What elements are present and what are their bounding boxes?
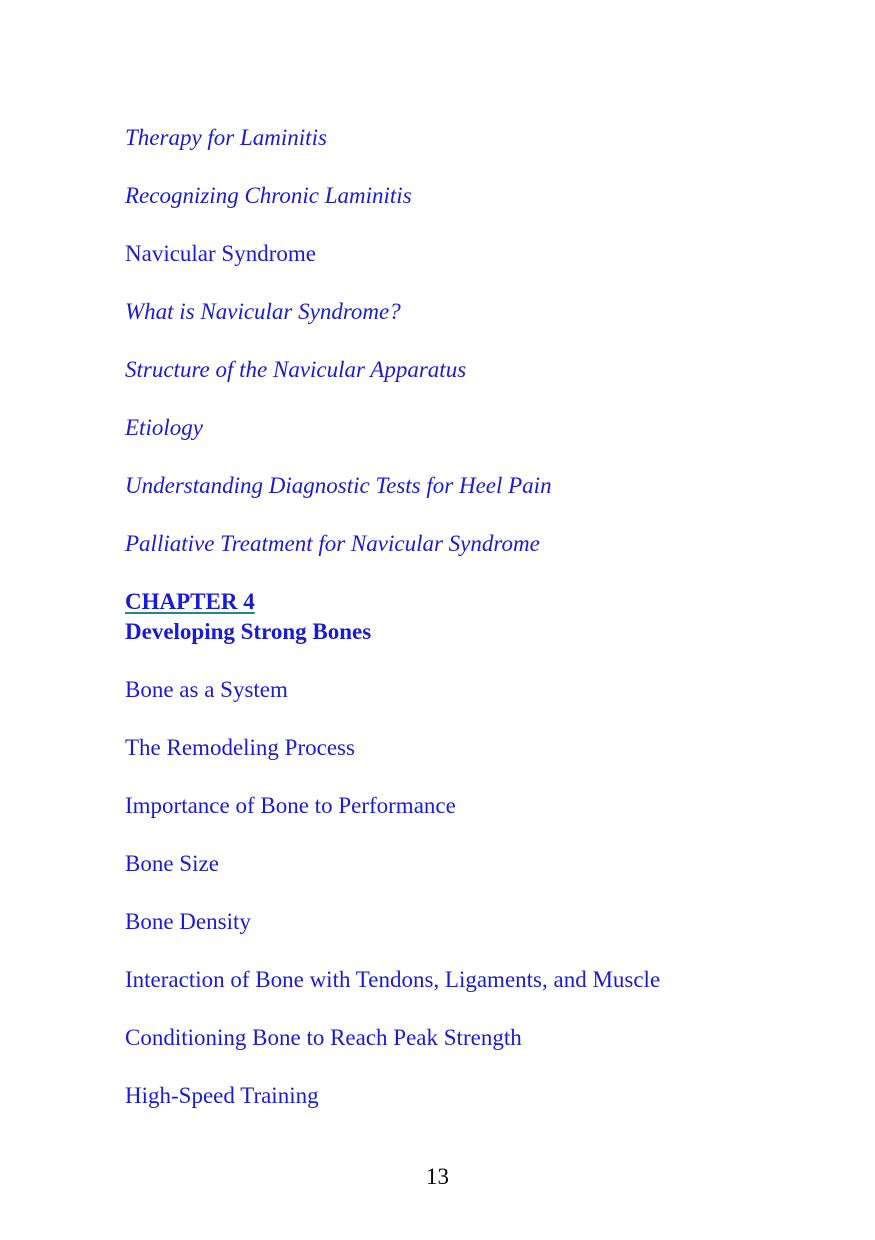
chapter-title[interactable]: Developing Strong Bones bbox=[125, 619, 372, 644]
toc-entry-therapy-for-laminitis[interactable]: Therapy for Laminitis bbox=[125, 125, 327, 150]
toc-entry-what-is-navicular-syndrome[interactable]: What is Navicular Syndrome? bbox=[125, 299, 401, 324]
toc-entry-palliative-treatment[interactable]: Palliative Treatment for Navicular Syndrome bbox=[125, 531, 540, 556]
chapter-label-link[interactable]: CHAPTER 4 bbox=[125, 589, 255, 614]
toc-entry-bone-as-a-system[interactable]: Bone as a System bbox=[125, 677, 288, 702]
toc-entry-bone-density[interactable]: Bone Density bbox=[125, 909, 251, 934]
page-number: 13 bbox=[426, 1164, 449, 1189]
toc-entry-bone-size[interactable]: Bone Size bbox=[125, 851, 219, 876]
toc-entry-high-speed-training[interactable]: High-Speed Training bbox=[125, 1083, 319, 1108]
toc-entry-understanding-diagnostic-tests[interactable]: Understanding Diagnostic Tests for Heel Pain bbox=[125, 473, 552, 498]
toc-entry-structure-of-navicular-apparatus[interactable]: Structure of the Navicular Apparatus bbox=[125, 357, 467, 382]
toc-entry-remodeling-process[interactable]: The Remodeling Process bbox=[125, 735, 355, 760]
toc-entry-importance-of-bone[interactable]: Importance of Bone to Performance bbox=[125, 793, 456, 818]
toc-entry-conditioning-bone[interactable]: Conditioning Bone to Reach Peak Strength bbox=[125, 1025, 522, 1050]
toc-entry-interaction-of-bone[interactable]: Interaction of Bone with Tendons, Ligaments, and Muscle bbox=[125, 967, 661, 992]
toc-entry-recognizing-chronic-laminitis[interactable]: Recognizing Chronic Laminitis bbox=[125, 183, 412, 208]
toc-entry-etiology[interactable]: Etiology bbox=[125, 415, 203, 440]
toc-entry-navicular-syndrome[interactable]: Navicular Syndrome bbox=[125, 241, 316, 266]
